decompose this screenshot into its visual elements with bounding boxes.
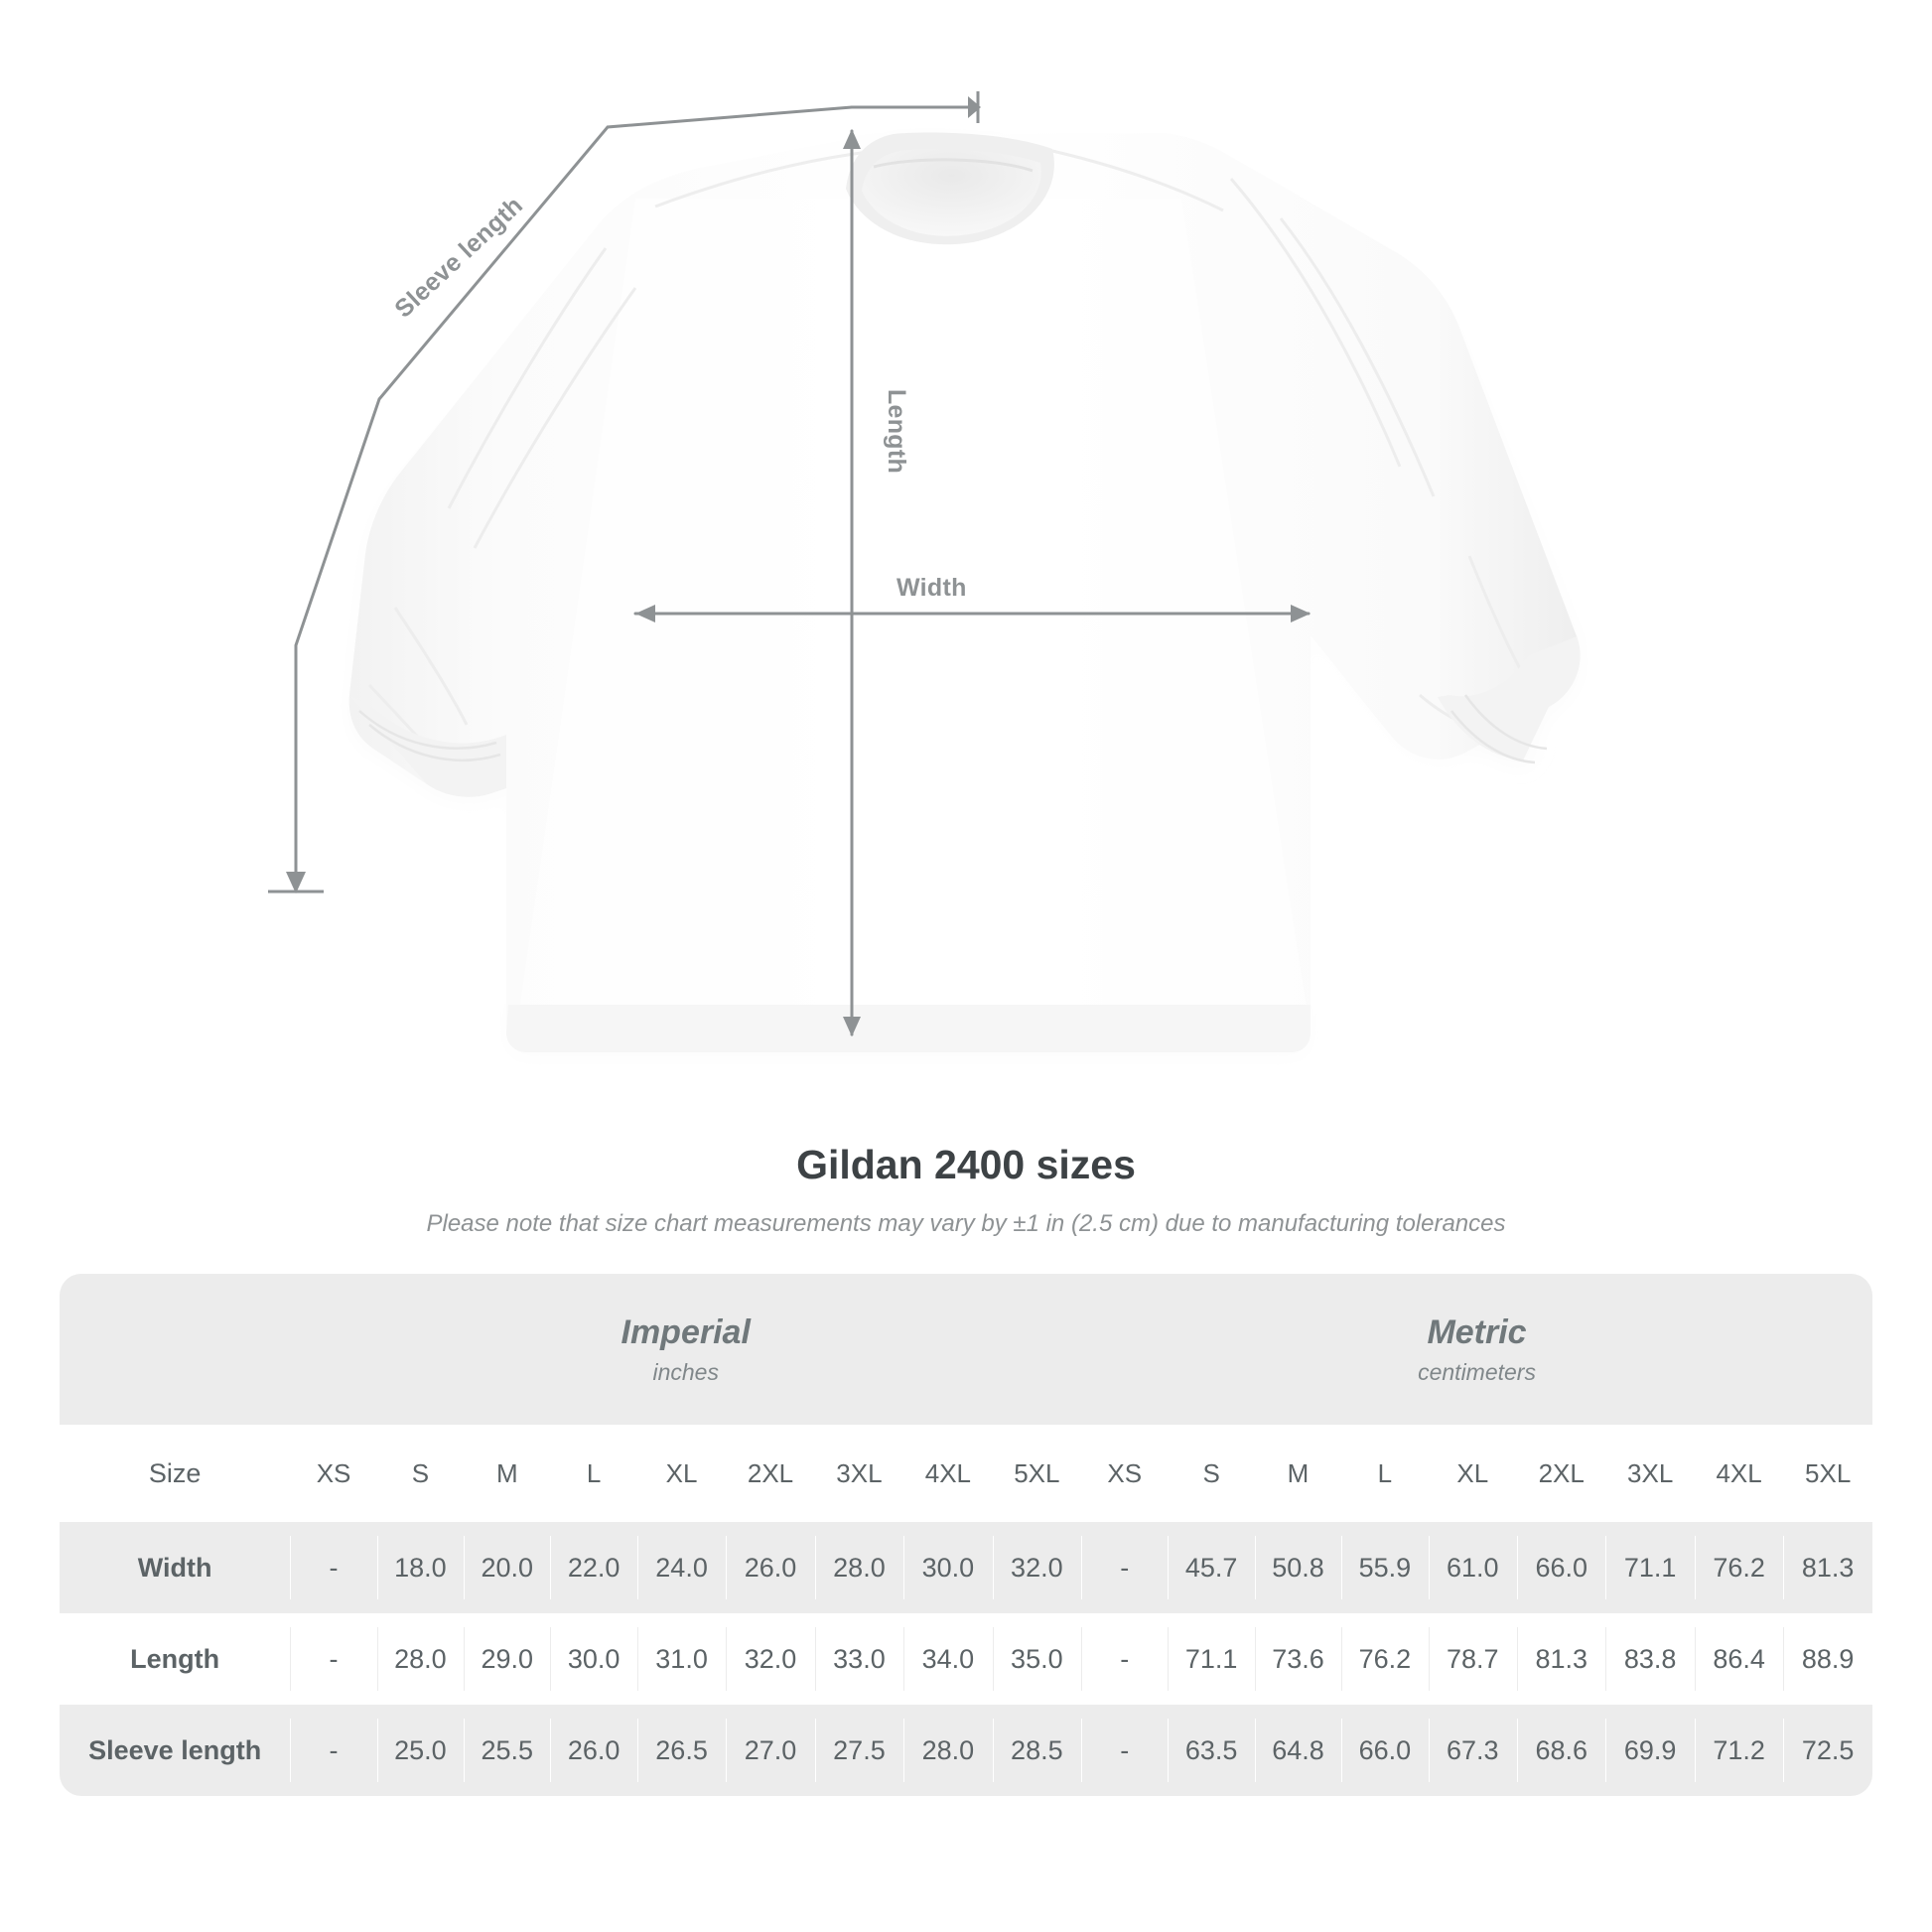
cell-sleeve-imperial-5xl: 28.5 bbox=[993, 1705, 1081, 1796]
cell-sleeve-metric-2xl: 68.6 bbox=[1517, 1705, 1605, 1796]
cell-length-imperial-m: 29.0 bbox=[464, 1613, 550, 1705]
size-header-metric-5xl: 5XL bbox=[1783, 1425, 1872, 1522]
size-header-imperial-xs: XS bbox=[290, 1425, 376, 1522]
cell-width-imperial-m: 20.0 bbox=[464, 1522, 550, 1613]
size-header-metric-m: M bbox=[1255, 1425, 1341, 1522]
cell-sleeve-imperial-l: 26.0 bbox=[550, 1705, 636, 1796]
row-label-sleeve-length: Sleeve length bbox=[60, 1705, 290, 1796]
cell-sleeve-metric-s: 63.5 bbox=[1168, 1705, 1254, 1796]
size-header-imperial-m: M bbox=[464, 1425, 550, 1522]
cell-width-imperial-5xl: 32.0 bbox=[993, 1522, 1081, 1613]
size-header-imperial-s: S bbox=[377, 1425, 464, 1522]
cell-sleeve-metric-xs: - bbox=[1081, 1705, 1168, 1796]
cell-length-imperial-4xl: 34.0 bbox=[903, 1613, 992, 1705]
size-header-metric-s: S bbox=[1168, 1425, 1254, 1522]
table-row bbox=[60, 1613, 1872, 1705]
page-title: Gildan 2400 sizes bbox=[796, 1142, 1136, 1187]
cell-sleeve-imperial-4xl: 28.0 bbox=[903, 1705, 992, 1796]
cell-length-metric-xl: 78.7 bbox=[1429, 1613, 1517, 1705]
cell-length-imperial-5xl: 35.0 bbox=[993, 1613, 1081, 1705]
size-table-container bbox=[60, 1274, 1872, 1796]
cell-width-metric-2xl: 66.0 bbox=[1517, 1522, 1605, 1613]
size-header-imperial-2xl: 2XL bbox=[726, 1425, 814, 1522]
cell-sleeve-imperial-xs: - bbox=[290, 1705, 376, 1796]
cell-sleeve-metric-3xl: 69.9 bbox=[1605, 1705, 1694, 1796]
cell-length-metric-3xl: 83.8 bbox=[1605, 1613, 1694, 1705]
cell-width-imperial-s: 18.0 bbox=[377, 1522, 464, 1613]
cell-width-metric-xs: - bbox=[1081, 1522, 1168, 1613]
cell-width-metric-m: 50.8 bbox=[1255, 1522, 1341, 1613]
cell-length-imperial-3xl: 33.0 bbox=[815, 1613, 903, 1705]
size-header-metric-l: L bbox=[1341, 1425, 1428, 1522]
cell-sleeve-imperial-xl: 26.5 bbox=[637, 1705, 726, 1796]
cell-length-imperial-s: 28.0 bbox=[377, 1613, 464, 1705]
size-header-metric-xl: XL bbox=[1429, 1425, 1517, 1522]
unit-header-metric bbox=[1081, 1274, 1872, 1425]
cell-width-imperial-l: 22.0 bbox=[550, 1522, 636, 1613]
cell-width-imperial-2xl: 26.0 bbox=[726, 1522, 814, 1613]
size-header-metric-4xl: 4XL bbox=[1695, 1425, 1783, 1522]
cell-width-imperial-xl: 24.0 bbox=[637, 1522, 726, 1613]
cell-width-imperial-3xl: 28.0 bbox=[815, 1522, 903, 1613]
cell-length-imperial-xl: 31.0 bbox=[637, 1613, 726, 1705]
cell-sleeve-imperial-s: 25.0 bbox=[377, 1705, 464, 1796]
size-header-imperial-3xl: 3XL bbox=[815, 1425, 903, 1522]
width-dimension-label: Width bbox=[897, 574, 967, 602]
cell-width-metric-s: 45.7 bbox=[1168, 1522, 1254, 1613]
size-header-imperial-l: L bbox=[550, 1425, 636, 1522]
length-dimension-label: Length bbox=[883, 388, 911, 475]
cell-length-imperial-xs: - bbox=[290, 1613, 376, 1705]
table-row bbox=[60, 1522, 1872, 1613]
tolerance-note: Please note that size chart measurements may vary by ±1 in (2.5 cm) due to manufacturing tolerances bbox=[426, 1210, 1506, 1237]
cell-width-imperial-xs: - bbox=[290, 1522, 376, 1613]
cell-length-metric-2xl: 81.3 bbox=[1517, 1613, 1605, 1705]
cell-length-imperial-l: 30.0 bbox=[550, 1613, 636, 1705]
cell-sleeve-imperial-2xl: 27.0 bbox=[726, 1705, 814, 1796]
cell-width-metric-5xl: 81.3 bbox=[1783, 1522, 1872, 1613]
cell-sleeve-metric-4xl: 71.2 bbox=[1695, 1705, 1783, 1796]
size-header-row bbox=[60, 1425, 1872, 1522]
size-header-imperial-xl: XL bbox=[637, 1425, 726, 1522]
row-label-length: Length bbox=[60, 1613, 290, 1705]
cell-length-metric-s: 71.1 bbox=[1168, 1613, 1254, 1705]
cell-length-metric-m: 73.6 bbox=[1255, 1613, 1341, 1705]
table-row bbox=[60, 1705, 1872, 1796]
cell-length-metric-4xl: 86.4 bbox=[1695, 1613, 1783, 1705]
cell-length-imperial-2xl: 32.0 bbox=[726, 1613, 814, 1705]
cell-sleeve-metric-5xl: 72.5 bbox=[1783, 1705, 1872, 1796]
size-header-label: Size bbox=[60, 1425, 290, 1522]
row-label-width: Width bbox=[60, 1522, 290, 1613]
cell-length-metric-xs: - bbox=[1081, 1613, 1168, 1705]
unit-header-spacer bbox=[60, 1274, 290, 1425]
cell-width-metric-3xl: 71.1 bbox=[1605, 1522, 1694, 1613]
cell-sleeve-imperial-3xl: 27.5 bbox=[815, 1705, 903, 1796]
cell-length-metric-l: 76.2 bbox=[1341, 1613, 1428, 1705]
cell-length-metric-5xl: 88.9 bbox=[1783, 1613, 1872, 1705]
sleeve-length-dimension-label: Sleeve length bbox=[389, 191, 529, 324]
cell-sleeve-imperial-m: 25.5 bbox=[464, 1705, 550, 1796]
size-header-imperial-5xl: 5XL bbox=[993, 1425, 1081, 1522]
unit-imperial-name: Imperial bbox=[621, 1313, 751, 1352]
cell-width-metric-4xl: 76.2 bbox=[1695, 1522, 1783, 1613]
unit-header-row bbox=[60, 1274, 1872, 1425]
size-header-metric-xs: XS bbox=[1081, 1425, 1168, 1522]
cell-sleeve-metric-l: 66.0 bbox=[1341, 1705, 1428, 1796]
cell-width-imperial-4xl: 30.0 bbox=[903, 1522, 992, 1613]
unit-header-imperial bbox=[290, 1274, 1081, 1425]
unit-metric-name: Metric bbox=[1427, 1313, 1527, 1352]
unit-imperial-sub: inches bbox=[652, 1358, 719, 1385]
cell-width-metric-xl: 61.0 bbox=[1429, 1522, 1517, 1613]
unit-metric-sub: centimeters bbox=[1418, 1358, 1536, 1385]
cell-sleeve-metric-xl: 67.3 bbox=[1429, 1705, 1517, 1796]
cell-sleeve-metric-m: 64.8 bbox=[1255, 1705, 1341, 1796]
size-header-imperial-4xl: 4XL bbox=[903, 1425, 992, 1522]
cell-width-metric-l: 55.9 bbox=[1341, 1522, 1428, 1613]
size-table bbox=[60, 1274, 1872, 1796]
size-header-metric-3xl: 3XL bbox=[1605, 1425, 1694, 1522]
size-header-metric-2xl: 2XL bbox=[1517, 1425, 1605, 1522]
title-block bbox=[0, 1142, 1932, 1238]
